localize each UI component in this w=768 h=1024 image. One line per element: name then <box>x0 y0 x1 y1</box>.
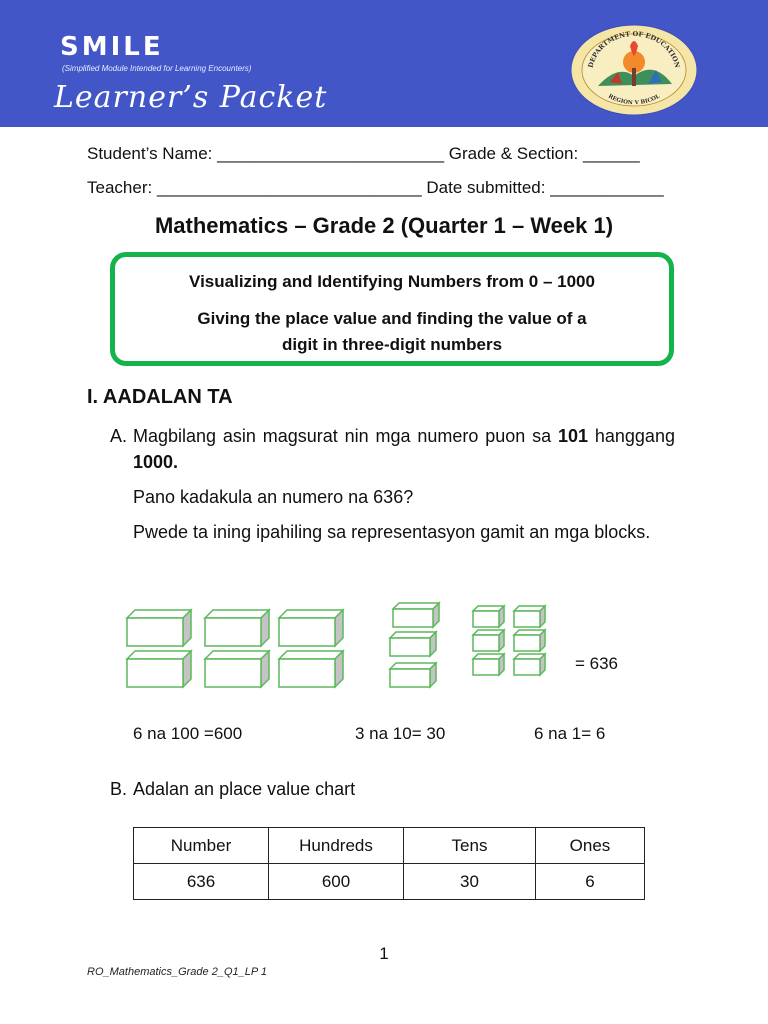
base-ten-blocks <box>118 598 558 698</box>
caption-tens: 3 na 10= 30 <box>355 724 446 743</box>
svg-text:DEPARTMENT OF EDUCATION: DEPARTMENT OF EDUCATION <box>586 29 682 69</box>
part-b-marker: B. <box>110 779 128 799</box>
part-b-text: Adalan an place value chart <box>133 779 356 799</box>
one-block <box>514 630 545 651</box>
ten-block <box>393 603 439 627</box>
part-a-num-1000: 1000. <box>133 452 179 472</box>
caption-ones: 6 na 1= 6 <box>534 724 606 743</box>
part-a-question: Pano kadakula an numero na 636? <box>133 487 414 507</box>
date-submitted-field[interactable]: ____________ <box>550 178 664 197</box>
one-block <box>473 606 504 627</box>
cell-hundreds: 600 <box>269 864 404 900</box>
part-a-text-start: Magbilang asin magsurat nin mga numero puon sa <box>133 426 552 446</box>
hundred-block <box>279 610 343 646</box>
cell-ones: 6 <box>536 864 645 900</box>
header-ones: Ones <box>536 828 645 864</box>
objective-1: Visualizing and Identifying Numbers from 0 – 1000 <box>189 272 595 291</box>
part-a-instruction: Pwede ta ining ipahiling sa representasyon gamit an mga blocks. <box>133 522 651 542</box>
ten-block <box>390 632 436 656</box>
one-block <box>473 654 504 675</box>
form-row-2 <box>87 178 664 198</box>
teacher-label: Teacher: <box>87 178 153 197</box>
table-header-row <box>134 828 645 864</box>
objective-2-line-2: digit in three-digit numbers <box>281 335 503 354</box>
objectives-box <box>110 252 674 366</box>
part-a-text <box>133 423 675 475</box>
form-row-1 <box>87 144 640 164</box>
page-title: Mathematics – Grade 2 (Quarter 1 – Week 1) <box>154 213 614 238</box>
hundred-block <box>127 610 191 646</box>
hundred-block <box>127 651 191 687</box>
grade-section-label: Grade & Section: <box>448 144 579 163</box>
student-name-label: Student’s Name: <box>87 144 213 163</box>
hundred-block <box>205 651 269 687</box>
teacher-field[interactable]: ____________________________ <box>156 178 422 197</box>
one-block <box>473 630 504 651</box>
part-a-num-101: 101 <box>557 426 589 446</box>
brand-subtitle: (Simplified Module Intended for Learning Encounters) <box>62 64 252 73</box>
grade-section-field[interactable]: ______ <box>582 144 640 163</box>
section-heading: I. AADALAN TA <box>87 386 233 408</box>
cell-number: 636 <box>134 864 269 900</box>
ten-block <box>390 663 436 687</box>
footer-code: RO_Mathematics_Grade 2_Q1_LP 1 <box>87 966 267 978</box>
date-submitted-label: Date submitted: <box>426 178 546 197</box>
table-row <box>134 864 645 900</box>
one-block <box>514 654 545 675</box>
objective-2-line-1: Giving the place value and finding the value of a <box>197 309 587 328</box>
header-banner <box>0 0 768 127</box>
part-a-marker: A. <box>110 426 128 446</box>
packet-title: Learner’s Packet <box>54 80 328 115</box>
hundred-block <box>279 651 343 687</box>
caption-hundreds: 6 na 100 =600 <box>133 724 243 743</box>
header-hundreds: Hundreds <box>269 828 404 864</box>
brand-title: SMILE <box>60 32 164 62</box>
equals-636: = 636 <box>575 654 619 673</box>
header-tens: Tens <box>404 828 536 864</box>
page-number: 1 <box>379 944 389 963</box>
cell-tens: 30 <box>404 864 536 900</box>
place-value-table <box>133 827 645 900</box>
hundred-block <box>205 610 269 646</box>
svg-text:REGION V BICOL: REGION V BICOL <box>606 93 662 107</box>
deped-seal-logo <box>570 24 698 116</box>
one-block <box>514 606 545 627</box>
student-name-field[interactable]: ________________________ <box>217 144 445 163</box>
header-number: Number <box>134 828 269 864</box>
part-a-text-mid: hanggang <box>594 426 675 446</box>
